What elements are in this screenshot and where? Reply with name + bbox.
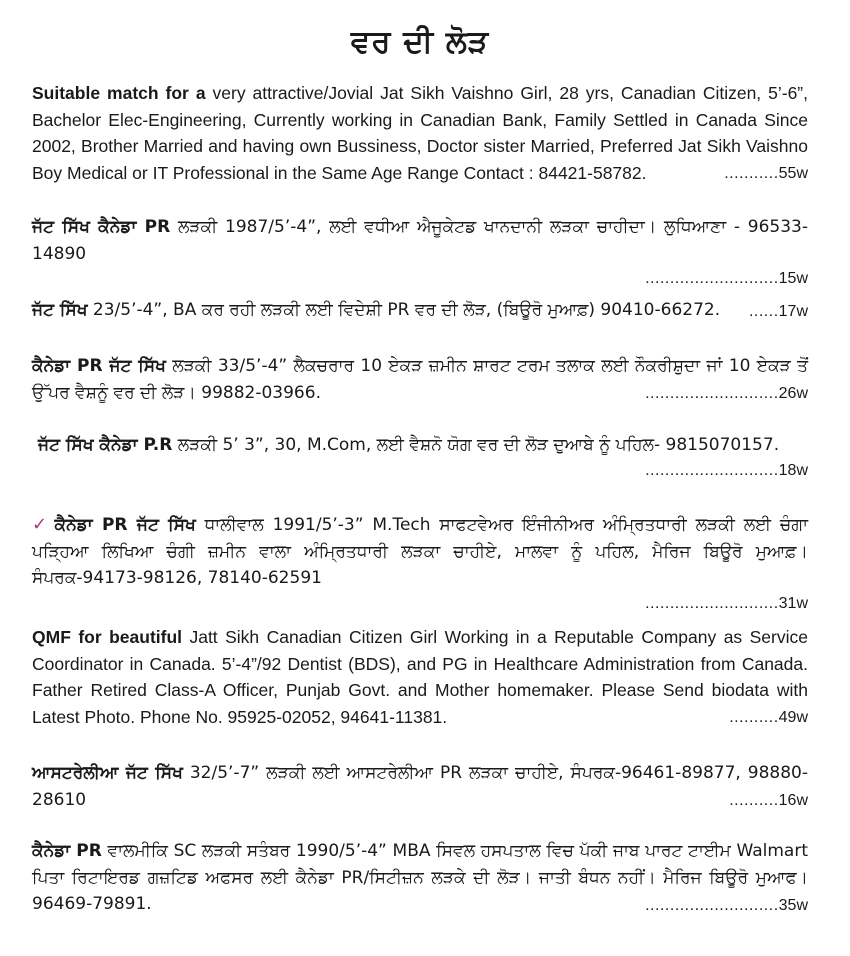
ad-code: 49w — [778, 709, 808, 726]
ad-dots: ...... — [748, 302, 779, 320]
ad-text: very attractive/Jovial Jat Sikh Vaishno Girl, 28 yrs, Canadian Citizen, 5’-6”, Bachelor Elec-Engineering, Currently working in Canadian Bank, Family Settled in Canada Since 2002, Brother Married and having own Bussiness, Doctor sister Married, Preferred Jat Sikh Vaishno Boy Medical or IT Professional in the Same Age Range Contact : 84421-58782. — [32, 83, 808, 183]
ad-text: ਲੜਕੀ 1987/5’-4”, ਲਈ ਵਧੀਆ ਐਜੂਕੇਟਡ ਖਾਨਦਾਨੀ ਲੜਕਾ ਚਾਹੀਦਾ। ਲੁਧਿਆਣਾ - 96533-14890 — [32, 217, 808, 264]
ad-text: ਲੜਕੀ 33/5’-4” ਲੈਕਚਰਾਰ 10 ਏਕੜ ਜ਼ਮੀਨ ਸ਼ਾਰਟ ਟਰਮ ਤਲਾਕ ਲਈ ਨੌਕਰੀਸ਼ੁਦਾ ਜਾਂ 10 ਏਕੜ ਤੋਂ ਉੱਪਰ ਵੈਸ਼ਨੂੰ ਵਰ ਦੀ ਲੋੜ। 99882-03966. — [32, 356, 808, 403]
ad-tail — [645, 894, 808, 918]
ad-body — [32, 80, 808, 186]
ad-lead: QMF for beautiful — [32, 627, 183, 647]
checkmark-icon: ✓ — [32, 514, 51, 535]
ad-code: 35w — [778, 896, 808, 914]
ad-tail — [729, 789, 808, 813]
classified-ad — [32, 760, 808, 813]
ad-dots: ........................... — [645, 594, 779, 612]
ad-lead: ਜੱਟ ਸਿੱਖ ਕੈਨੇਡਾ PR — [32, 217, 171, 237]
ad-text: ਵਾਲਮੀਕਿ SC ਲੜਕੀ ਸਤੰਬਰ 1990/5’-4” MBA ਸਿਵਲ ਹਸਪਤਾਲ ਵਿਚ ਪੱਕੀ ਜਾਬ ਪਾਰਟ ਟਾਈਮ Walmart ਪਿਤਾ ਰਿਟਾਇਰਡ ਗਜ਼ਟਿਡ ਅਫਸਰ ਲਈ ਕੈਨੇਡਾ PR/ਸਿਟੀਜ਼ਨ ਲੜਕੇ ਦੀ ਲੋੜ। ਜਾਤੀ ਬੰਧਨ ਨਹੀਂ। ਮੈਰਿਜ ਬਿਊਰੋ ਮੁਆਫ। 96469-79891. — [32, 841, 809, 914]
ad-code: 31w — [778, 594, 808, 612]
ad-body — [32, 297, 808, 324]
ad-dots: ........................... — [645, 385, 779, 402]
ad-tail — [645, 382, 808, 406]
ad-lead: ਜੱਟ ਸਿੱਖ — [32, 300, 88, 320]
ad-dots: .......... — [729, 792, 779, 809]
ad-text: Jatt Sikh Canadian Citizen Girl Working in a Reputable Company as Service Coordinator in Canada. 5’-4”/92 Dentist (BDS), and PG in Healthcare Administration from Canada. Father Retired Class-A Officer, Punjab Govt. and Mother homemaker. Please Send biodata with Latest Photo. Phone No. 95925-02052, 94641-11381. — [32, 627, 808, 727]
ad-code: 26w — [778, 385, 808, 402]
ad-code: 15w — [778, 270, 808, 287]
ad-text: ਲੜਕੀ 5’ 3”, 30, M.Com, ਲਈ ਵੈਸ਼ਨੋ ਯੋਗ ਵਰ ਦੀ ਲੋੜ ਦੁਆਬੇ ਨੂੰ ਪਹਿਲ- 9815070157. — [172, 435, 780, 455]
ad-lead: ਕੈਨੇਡਾ PR ਜੱਟ ਸਿੱਖ — [54, 515, 196, 535]
ad-tail — [38, 459, 808, 483]
ad-body — [32, 512, 808, 592]
ad-text: 32/5’-7” ਲੜਕੀ ਲਈ ਆਸਟਰੇਲੀਆ PR ਲੜਕਾ ਚਾਹੀਏ, ਸੰਪਰਕ-96461-89877, 98880-28610 — [32, 763, 808, 810]
ad-lead: ਕੈਨੇਡਾ PR ਜੱਟ ਸਿੱਖ — [32, 356, 166, 376]
ad-code: 55w — [778, 165, 808, 182]
ad-body — [32, 760, 808, 813]
ad-lead: ਆਸਟਰੇਲੀਆ ਜੱਟ ਸਿੱਖ — [32, 763, 183, 783]
classified-ad — [32, 353, 808, 406]
ad-dots: .......... — [729, 709, 779, 726]
ad-tail — [32, 592, 808, 616]
ad-dots: ........................... — [645, 896, 779, 914]
ad-tail — [32, 267, 808, 291]
ad-text: ਧਾਲੀਵਾਲ 1991/5’-3” M.Tech ਸਾਫਟਵੇਅਰ ਇੰਜੀਨੀਅਰ ਅੰਮ੍ਰਿਤਧਾਰੀ ਲੜਕੀ ਲਈ ਚੰਗਾ ਪੜ੍ਹਿਆ ਲਿਖਿਆ ਚੰਗੀ ਜ਼ਮੀਨ ਵਾਲਾ ਅੰਮ੍ਰਿਤਧਾਰੀ ਲੜਕਾ ਚਾਹੀਏ, ਮਾਲਵਾ ਨੂੰ ਪਹਿਲ, ਮੈਰਿਜ ਬਿਊਰੋ ਮੁਆਫ਼। ਸੰਪਰਕ-94173-98126, 78140-62591 — [32, 515, 808, 588]
classified-ad — [32, 297, 808, 324]
ad-code: 16w — [778, 792, 808, 809]
ad-tail — [749, 300, 808, 324]
classified-ad — [32, 624, 808, 730]
ad-text: 23/5’-4”, BA ਕਰ ਰਹੀ ਲੜਕੀ ਲਈ ਵਿਦੇਸ਼ੀ PR ਵਰ ਦੀ ਲੋੜ, (ਬਿਊਰੋ ਮੁਆਫ਼) 90410-66272. — [87, 300, 721, 320]
classified-ad — [32, 512, 808, 616]
ad-body — [32, 214, 808, 267]
classified-ad — [32, 214, 808, 291]
ad-body — [32, 624, 808, 730]
ad-tail — [729, 706, 808, 730]
ad-dots: ........................... — [645, 461, 779, 479]
ad-body — [38, 432, 808, 459]
classified-ad — [32, 838, 808, 918]
ad-dots: ........... — [724, 165, 779, 182]
ad-tail — [724, 162, 808, 186]
ad-code: 18w — [778, 461, 808, 479]
classified-ad — [32, 80, 808, 186]
classified-ad — [38, 432, 808, 483]
ad-lead: ਕੈਨੇਡਾ PR — [32, 841, 102, 861]
ad-code: 17w — [778, 302, 808, 320]
ad-dots: ........................... — [645, 270, 779, 287]
ad-lead: ਜੱਟ ਸਿੱਖ ਕੈਨੇਡਾ P.R — [38, 435, 173, 455]
page-title: ਵਰ ਦੀ ਲੋੜ — [350, 24, 490, 60]
ad-lead: Suitable match for a — [32, 83, 206, 103]
